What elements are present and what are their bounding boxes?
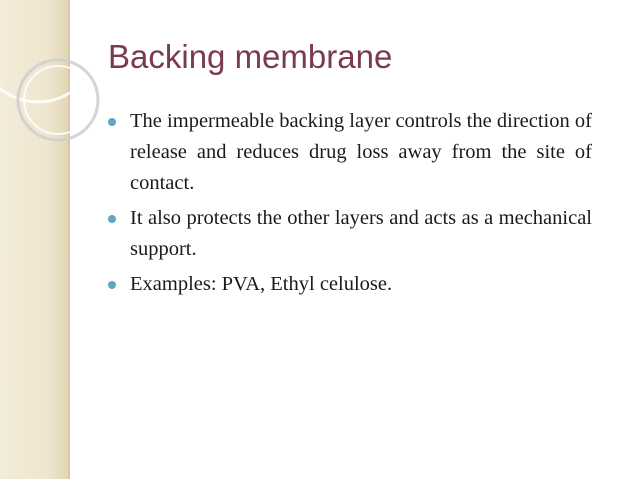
bullet-item: [108, 269, 592, 300]
bullet-dot-icon: [108, 118, 116, 126]
bullet-text: It also protects the other layers and acts as a mechanical support.: [130, 207, 592, 260]
bullet-list: [108, 106, 592, 304]
bullet-item: [108, 106, 592, 199]
bullet-item: [108, 203, 592, 265]
bullet-text: Examples: PVA, Ethyl celulose.: [130, 273, 393, 295]
slide-title: Backing membrane: [108, 38, 393, 75]
bullet-dot-icon: [108, 215, 116, 223]
bullet-dot-icon: [108, 281, 116, 289]
bullet-text: The impermeable backing layer controls the direction of release and reduces drug loss away from the site of contact.: [130, 110, 592, 194]
